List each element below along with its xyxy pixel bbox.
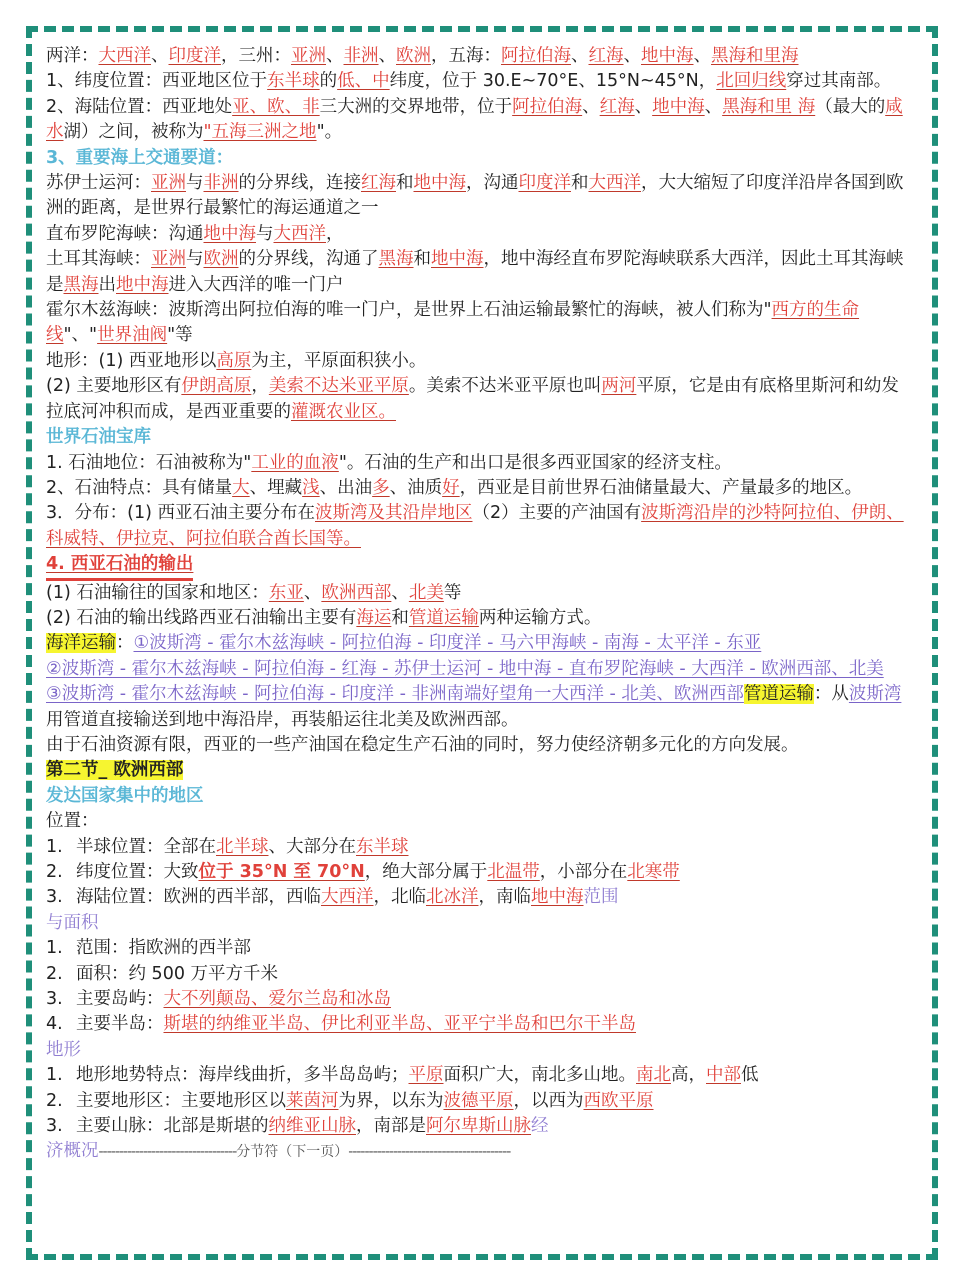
emphasis-text: 多 <box>372 477 390 498</box>
emphasis-text: 西欧平原 <box>583 1090 654 1111</box>
emphasis-text: 美索不达米亚平原 <box>268 376 409 397</box>
text-run: (2) 石油的输出线路西亚石油输出主要有 <box>46 607 357 628</box>
paragraph-8 <box>46 374 916 425</box>
emphasis-text: 波斯湾及其沿岸地区 <box>315 503 473 524</box>
paragraph-2 <box>46 146 916 171</box>
section-west-asia <box>46 44 916 835</box>
text-run: 低 <box>741 1065 759 1086</box>
list-location <box>46 835 916 911</box>
list-item-2 <box>46 885 916 910</box>
text-run: 与 <box>186 249 204 270</box>
text-run: 两洋： <box>46 46 99 66</box>
emphasis-text: 好 <box>442 477 460 498</box>
text-run: 土耳其海峡： <box>46 249 151 270</box>
section-break-footer <box>46 1139 916 1165</box>
footer-section-break: 分节符（下一页） <box>236 1144 349 1161</box>
emphasis-text: 海运 <box>356 607 392 628</box>
list-item-1 <box>46 1089 916 1114</box>
list-number: 1. <box>46 836 63 857</box>
footer-left: 济概况 <box>46 1141 99 1162</box>
list-number: 3. <box>46 887 63 908</box>
text-run: ，南临 <box>478 887 531 908</box>
text-run: 主要岛屿： <box>76 989 164 1010</box>
list-range <box>46 936 916 1038</box>
text-run: 面积广大，南北多山地。 <box>443 1065 636 1086</box>
paragraph-7 <box>46 349 916 374</box>
text-run: "。石油的生产和出口是很多西亚国家的经济支柱。 <box>338 452 732 473</box>
text-run: ，南部是 <box>356 1116 426 1137</box>
text-run: 用管道直接输送到地中海沿岸，再装船运往北美及欧洲西部。 <box>46 709 519 730</box>
emphasis-text: 北半球 <box>216 836 269 857</box>
text-run: 纬度位置：大致 <box>76 862 199 882</box>
emphasis-text: 浅 <box>302 477 320 498</box>
emphasis-text: 亚、欧、非 <box>232 96 320 117</box>
paragraph-14 <box>46 581 916 606</box>
list-text <box>76 962 278 987</box>
text-run: 和 <box>571 173 589 194</box>
emphasis-text: 红海 <box>361 173 396 194</box>
emphasis-text: 3、重要海上交通要道： <box>46 147 234 168</box>
paragraph-20 <box>46 758 916 783</box>
text-run: 、 <box>391 582 409 603</box>
emphasis-text: 世界石油宝库 <box>46 427 151 448</box>
text-run: 地形地势特点：海岸线曲折，多半岛岛屿； <box>76 1065 409 1086</box>
list-terrain <box>46 1063 916 1139</box>
list-number: 1. <box>46 938 63 959</box>
text-run: ，小部分在 <box>539 862 628 882</box>
text-run: 湖）之间，被称为 <box>63 122 204 143</box>
paragraph-4 <box>46 222 916 247</box>
emphasis-text: 北冰洋 <box>426 887 479 908</box>
emphasis-text: 地中海 <box>531 887 584 908</box>
text-run: "。 <box>316 122 343 143</box>
text-run: ，绝大部分属于 <box>364 862 488 882</box>
text-run: 主要山脉：北部是斯堪的 <box>76 1116 269 1137</box>
text-run: 与 <box>256 223 274 244</box>
list-number: 1. <box>46 1065 63 1086</box>
document-body <box>46 44 916 1166</box>
emphasis-text: 地中海 <box>431 249 484 270</box>
list-number: 3. <box>46 989 63 1010</box>
text-run: ，北临 <box>373 887 426 908</box>
list-number: 3. <box>46 1116 63 1137</box>
list-item-0 <box>46 1063 916 1088</box>
emphasis-text: 亚洲 <box>151 173 186 194</box>
text-run: ：从 <box>813 684 849 705</box>
list-text <box>76 1012 636 1037</box>
emphasis-text: 4. 西亚石油的输出 <box>46 552 193 580</box>
text-run: 两种运输方式。 <box>478 607 602 628</box>
emphasis-text: 第二节_ 欧洲西部 <box>46 760 184 781</box>
emphasis-text: 高原 <box>216 350 252 371</box>
paragraph-6 <box>46 298 916 349</box>
text-run: 霍尔木兹海峡：波斯湾出阿拉伯海的唯一门户，是世界上石油运输最繁忙的海峡，被人们称为" <box>46 300 772 321</box>
emphasis-text: 红海 <box>588 46 624 66</box>
text-run: ，西亚是目前世界石油储量最大、产量最多的地区。 <box>459 477 863 498</box>
paragraph-3 <box>46 171 916 222</box>
emphasis-text: 大 <box>232 477 250 498</box>
emphasis-text: 东半球 <box>267 71 320 92</box>
text-run: 、 <box>634 96 653 117</box>
text-run: 等 <box>443 582 462 603</box>
text-run: 为主，平原面积狭小。 <box>251 350 427 371</box>
emphasis-text: 管道运输 <box>743 684 814 705</box>
text-run: ， <box>326 223 344 244</box>
list-text <box>76 936 251 961</box>
text-run: 、 <box>623 46 641 66</box>
text-run: ，大大缩短了印度洋沿岸各国到欧洲的距离，是世界行最繁忙的海运通道之一 <box>46 173 904 219</box>
emphasis-text: ①波斯湾 - 霍尔木兹海峡 - 阿拉伯海 - 印度洋 - 马六甲海峡 - 南海 - 太平洋 - 东亚 <box>133 633 762 654</box>
text-run: "、" <box>63 325 98 346</box>
emphasis-text: 红海 <box>599 96 635 117</box>
paragraph-0 <box>46 44 916 69</box>
paragraph-17 <box>46 657 916 682</box>
text-run: 平原，它是由有底格里斯河和幼发拉底河冲积而成，是西亚重要的 <box>46 376 899 422</box>
list-text <box>76 860 680 885</box>
heading-terrain: 地形 <box>46 1039 81 1060</box>
text-run: 、 <box>704 96 723 117</box>
list-number: 2. <box>46 963 63 984</box>
paragraph-16 <box>46 631 916 656</box>
emphasis-text: 北回归线 <box>716 71 787 92</box>
text-run: ， <box>251 376 269 397</box>
text-run: 和 <box>391 607 409 628</box>
text-run: 的分界线，沟通了 <box>238 249 379 270</box>
list-text <box>76 1114 549 1139</box>
emphasis-text: 欧洲 <box>396 46 431 66</box>
emphasis-text: 地中海 <box>413 173 466 194</box>
paragraph-11 <box>46 476 916 501</box>
emphasis-text: 非洲 <box>203 173 239 194</box>
list-text <box>76 987 391 1012</box>
emphasis-text: 范围 <box>583 887 619 908</box>
text-run: （2）主要的产油国有 <box>472 503 642 524</box>
emphasis-text: 黑海 <box>63 274 99 295</box>
text-run: 半球位置：全部在 <box>76 836 216 857</box>
emphasis-text: 欧洲西部 <box>321 582 392 603</box>
emphasis-text: 大西洋 <box>321 887 374 908</box>
text-run: 、埋藏 <box>249 477 303 498</box>
emphasis-text: 位于 35°N 至 70°N <box>198 862 365 882</box>
list-text <box>76 1063 759 1088</box>
emphasis-text: 黑海和里 海 <box>722 96 816 117</box>
text-run: 、 <box>378 46 396 66</box>
emphasis-text: 低、中 <box>337 71 390 92</box>
list-number: 2. <box>46 1090 63 1111</box>
emphasis-text: ③波斯湾 - 霍尔木兹海峡 - 阿拉伯海 - 印度洋 - 非洲南端好望角一大西洋 - 北美、欧洲西部 <box>46 684 744 705</box>
text-run: 、 <box>303 582 322 603</box>
paragraph-22 <box>46 809 916 834</box>
text-run: 范围：指欧洲的西半部 <box>76 938 251 959</box>
emphasis-text: 大西洋 <box>273 223 326 244</box>
emphasis-text: 波德平原 <box>443 1090 514 1111</box>
text-run: 和 <box>413 249 431 270</box>
emphasis-text: 北寒带 <box>627 862 680 882</box>
text-run: 苏伊士运河： <box>46 173 151 194</box>
paragraph-18 <box>46 682 916 733</box>
list-item-1 <box>46 860 916 885</box>
emphasis-text: 西方的生命线 <box>46 300 860 346</box>
emphasis-text: 阿尔卑斯山脉 <box>426 1116 531 1137</box>
text-run: 海陆位置：欧洲的西半部，西临 <box>76 887 321 908</box>
text-run: 主要半岛： <box>76 1014 164 1035</box>
emphasis-text: 地中海 <box>116 274 169 295</box>
text-run: 为界，以东为 <box>338 1090 444 1111</box>
emphasis-text: 印度洋 <box>518 173 571 194</box>
emphasis-text: 管道运输 <box>408 607 479 628</box>
paragraph-12 <box>46 501 916 552</box>
text-run: 高， <box>671 1065 706 1086</box>
emphasis-text: 波斯湾沿岸的沙特阿拉伯、伊朗、科威特、伊拉克、阿拉伯联合酋长国等。 <box>46 503 904 549</box>
emphasis-text: 工业的血液 <box>251 452 339 473</box>
heading-range-area: 与面积 <box>46 912 99 933</box>
text-run: ，以西为 <box>513 1090 584 1111</box>
text-run: ，沟通 <box>466 173 519 194</box>
emphasis-text: 平原 <box>408 1065 444 1086</box>
text-run: ，三州： <box>221 46 291 66</box>
list-item-0 <box>46 835 916 860</box>
emphasis-text: 发达国家集中的地区 <box>46 785 204 806</box>
emphasis-text: 经 <box>531 1116 549 1137</box>
text-run: ： <box>116 633 134 654</box>
emphasis-text: 欧洲 <box>203 249 239 270</box>
paragraph-19 <box>46 733 916 758</box>
paragraph-13 <box>46 552 916 580</box>
emphasis-text: 亚洲 <box>151 249 186 270</box>
list-item-2 <box>46 987 916 1012</box>
text-run: 进入大西洋的唯一门户 <box>168 274 344 295</box>
emphasis-text: 非洲 <box>343 46 379 66</box>
list-number: 2. <box>46 862 63 882</box>
text-run: （最大的 <box>815 96 886 117</box>
text-run: 。美索不达米亚平原也叫 <box>408 376 602 397</box>
emphasis-text: 东半球 <box>356 836 409 857</box>
text-run: 的分界线，连接 <box>238 173 361 194</box>
emphasis-text: ②波斯湾 - 霍尔木兹海峡 - 阿拉伯海 - 红海 - 苏伊士运河 - 地中海 - 直布罗陀海峡 - 大西洋 - 欧洲西部、北美 <box>46 658 884 679</box>
text-run: 面积：约 500 万平方千米 <box>76 963 279 984</box>
list-text <box>76 1089 654 1114</box>
text-run: 位置： <box>46 811 99 832</box>
footer-dashes: ---------------------------------- <box>98 1144 237 1161</box>
text-run: 出 <box>98 274 116 295</box>
paragraph-15 <box>46 606 916 631</box>
emphasis-text: 大西洋 <box>98 46 151 66</box>
text-run: ，地中海经直布罗陀海峡联系大西洋，因此土耳其海峡是 <box>46 249 904 295</box>
emphasis-text: 海洋运输 <box>46 633 116 654</box>
emphasis-text: 纳维亚山脉 <box>268 1116 356 1137</box>
emphasis-text: 大不列颠岛、爱尔兰岛和冰岛 <box>163 989 391 1010</box>
text-run: 地形：(1) 西亚地形以 <box>46 350 217 371</box>
text-run: 、大部分在 <box>268 836 356 857</box>
emphasis-text: 波斯湾 <box>848 684 902 705</box>
emphasis-text: 黑海和里海 <box>711 46 799 66</box>
text-run: 和 <box>396 173 414 194</box>
list-text <box>76 835 409 860</box>
list-item-2 <box>46 1114 916 1139</box>
emphasis-text: 地中海 <box>652 96 705 117</box>
emphasis-text: 阿拉伯海 <box>512 96 583 117</box>
text-run: 1. 石油地位：石油被称为" <box>46 452 252 473</box>
emphasis-text: 地中海 <box>641 46 694 66</box>
list-item-1 <box>46 962 916 987</box>
text-run: (1) 石油输往的国家和地区： <box>46 582 269 603</box>
text-run: 的 <box>319 71 338 92</box>
text-run: 、油质 <box>389 477 443 498</box>
emphasis-text: "五海三洲之地 <box>203 122 317 143</box>
emphasis-text: 两河 <box>601 376 637 397</box>
text-run: 、 <box>693 46 711 66</box>
emphasis-text: 亚洲 <box>291 46 326 66</box>
emphasis-text: 斯堪的纳维亚半岛、伊比利亚半岛、亚平宁半岛和巴尔干半岛 <box>163 1014 636 1035</box>
emphasis-text: 灌溉农业区。 <box>291 401 396 422</box>
text-run: 直布罗陀海峡：沟通 <box>46 223 204 244</box>
paragraph-1 <box>46 69 916 145</box>
emphasis-text: 莱茵河 <box>286 1090 339 1111</box>
list-item-3 <box>46 1012 916 1037</box>
text-run: (2) 主要地形区有 <box>46 376 182 397</box>
emphasis-text: 黑海 <box>378 249 414 270</box>
paragraph-10 <box>46 451 916 476</box>
emphasis-text: 阿拉伯海 <box>501 46 571 66</box>
list-text <box>76 885 619 910</box>
list-number: 4. <box>46 1014 63 1035</box>
emphasis-text: 伊朗高原 <box>181 376 252 397</box>
emphasis-text: 咸水 <box>46 96 903 143</box>
text-run: ，五海： <box>431 46 501 66</box>
emphasis-text: 世界油阀 <box>97 325 168 346</box>
emphasis-text: 南北 <box>636 1065 671 1086</box>
emphasis-text: 北美 <box>408 582 444 603</box>
text-run: 与 <box>186 173 204 194</box>
emphasis-text: 大西洋 <box>588 173 641 194</box>
text-run: 、 <box>151 46 169 66</box>
paragraph-5 <box>46 247 916 298</box>
text-run: 主要地形区：主要地形区以 <box>76 1090 286 1111</box>
text-run: "等 <box>167 325 193 346</box>
text-run: 三大洲的交界地带，位于 <box>319 96 513 117</box>
text-run: 2、石油特点：具有储量 <box>46 477 233 498</box>
text-run: 纬度，位于 30.E~70°E、15°N~45°N， <box>389 71 717 92</box>
text-run: 由于石油资源有限，西亚的一些产油国在稳定生产石油的同时，努力使经济朝多元化的方向发展。 <box>46 734 799 755</box>
list-item-0 <box>46 936 916 961</box>
text-run: 3．分布：(1) 西亚石油主要分布在 <box>46 503 315 524</box>
emphasis-text: 印度洋 <box>168 46 221 66</box>
emphasis-text: 中部 <box>706 1065 741 1086</box>
paragraph-21 <box>46 784 916 809</box>
text-run: 、出油 <box>319 477 373 498</box>
text-run: 穿过其南部。2、海陆位置：西亚地处 <box>46 71 892 117</box>
emphasis-text: 东亚 <box>268 582 304 603</box>
emphasis-text: 地中海 <box>203 223 256 244</box>
text-run: 、 <box>326 46 344 66</box>
footer-dashes-2: ---------------------------------------- <box>348 1144 511 1161</box>
text-run: 、 <box>571 46 589 66</box>
text-run: 1、纬度位置：西亚地区位于 <box>46 71 268 92</box>
emphasis-text: 北温带 <box>487 862 540 882</box>
paragraph-9 <box>46 425 916 450</box>
text-run: 、 <box>582 96 600 117</box>
